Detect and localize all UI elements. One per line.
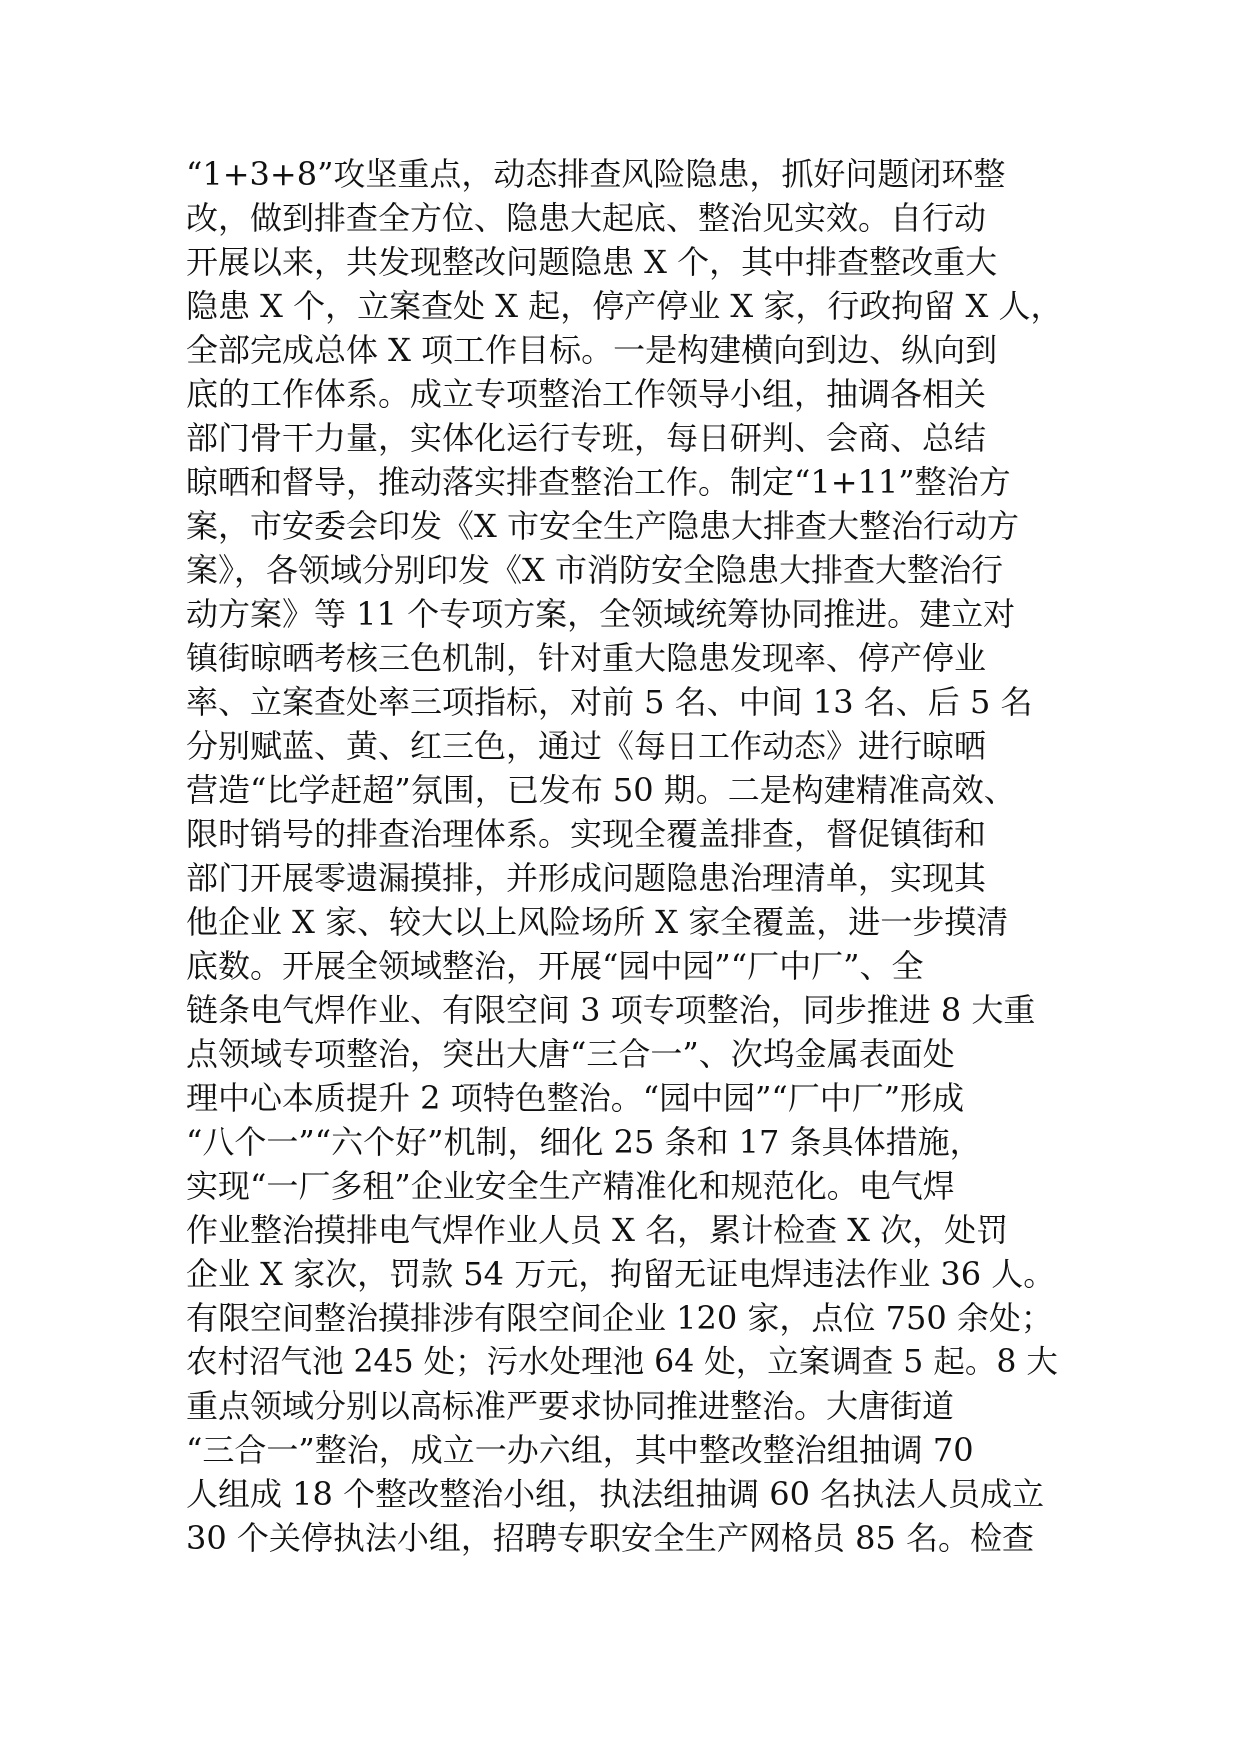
text-line: 有限空间整治摸排涉有限空间企业 120 家，点位 750 余处；: [186, 1299, 1053, 1337]
text-line: 部门骨干力量，实体化运行专班，每日研判、会商、总结: [186, 419, 987, 457]
text-line: 部门开展零遗漏摸排，并形成问题隐患治理清单，实现其: [186, 859, 987, 897]
text-line: 重点领域分别以高标准严要求协同推进整治。大唐街道: [186, 1387, 955, 1425]
text-line: 分别赋蓝、黄、红三色，通过《每日工作动态》进行晾晒: [186, 727, 987, 765]
text-line: 开展以来，共发现整改问题隐患 X 个，其中排查整改重大: [186, 243, 998, 281]
text-line: 隐患 X 个，立案查处 X 起，停产停业 X 家，行政拘留 X 人，: [186, 287, 1063, 325]
text-line: 案》，各领域分别印发《X 市消防安全隐患大排查大整治行: [186, 551, 1003, 589]
text-line: 案，市安委会印发《X 市安全生产隐患大排查大整治行动方: [186, 507, 1019, 545]
text-line: 率、立案查处率三项指标，对前 5 名、中间 13 名、后 5 名: [186, 683, 1033, 721]
text-line: 实现“一厂多租”企业安全生产精准化和规范化。电气焊: [186, 1167, 955, 1205]
text-line: 30 个关停执法小组，招聘专职安全生产网格员 85 名。检查: [186, 1519, 1034, 1557]
text-line: 镇街晾晒考核三色机制，针对重大隐患发现率、停产停业: [186, 639, 987, 677]
text-line: “1+3+8”攻坚重点，动态排查风险隐患，抓好问题闭环整: [186, 155, 1006, 193]
text-line: 点领域专项整治，突出大唐“三合一”、次坞金属表面处: [186, 1035, 955, 1073]
text-line: 作业整治摸排电气焊作业人员 X 名，累计检查 X 次，处罚: [186, 1211, 1009, 1249]
text-line: 晾晒和督导，推动落实排查整治工作。制定“1+11”整治方: [186, 463, 1011, 501]
text-line: 理中心本质提升 2 项特色整治。“园中园”“厂中厂”形成: [186, 1079, 965, 1117]
text-line: 动方案》等 11 个专项方案，全领域统筹协同推进。建立对: [186, 595, 1016, 633]
text-line: 企业 X 家次，罚款 54 万元，拘留无证电焊违法作业 36 人。: [186, 1255, 1056, 1293]
body-paragraph: [186, 152, 1066, 1560]
text-line: 底的工作体系。成立专项整治工作领导小组，抽调各相关: [186, 375, 987, 413]
text-line: 底数。开展全领域整治，开展“园中园”“厂中厂”、全: [186, 947, 924, 985]
text-line: 他企业 X 家、较大以上风险场所 X 家全覆盖，进一步摸清: [186, 903, 1009, 941]
text-line: 营造“比学赶超”氛围，已发布 50 期。二是构建精准高效、: [186, 771, 1016, 809]
text-line: “八个一”“六个好”机制，细化 25 条和 17 条具体措施，: [186, 1123, 982, 1161]
text-line: 改，做到排查全方位、隐患大起底、整治见实效。自行动: [186, 199, 987, 237]
text-line: 农村沼气池 245 处；污水处理池 64 处，立案调查 5 起。8 大: [186, 1344, 1058, 1380]
text-line: 人组成 18 个整改整治小组，执法组抽调 60 名执法人员成立: [186, 1475, 1045, 1513]
text-line: 全部完成总体 X 项工作目标。一是构建横向到边、纵向到: [186, 331, 998, 369]
text-line: 链条电气焊作业、有限空间 3 项专项整治，同步推进 8 大重: [186, 991, 1036, 1029]
text-line: “三合一”整治，成立一办六组，其中整改整治组抽调 70: [186, 1431, 974, 1469]
text-line: 限时销号的排查治理体系。实现全覆盖排查，督促镇街和: [186, 815, 987, 853]
